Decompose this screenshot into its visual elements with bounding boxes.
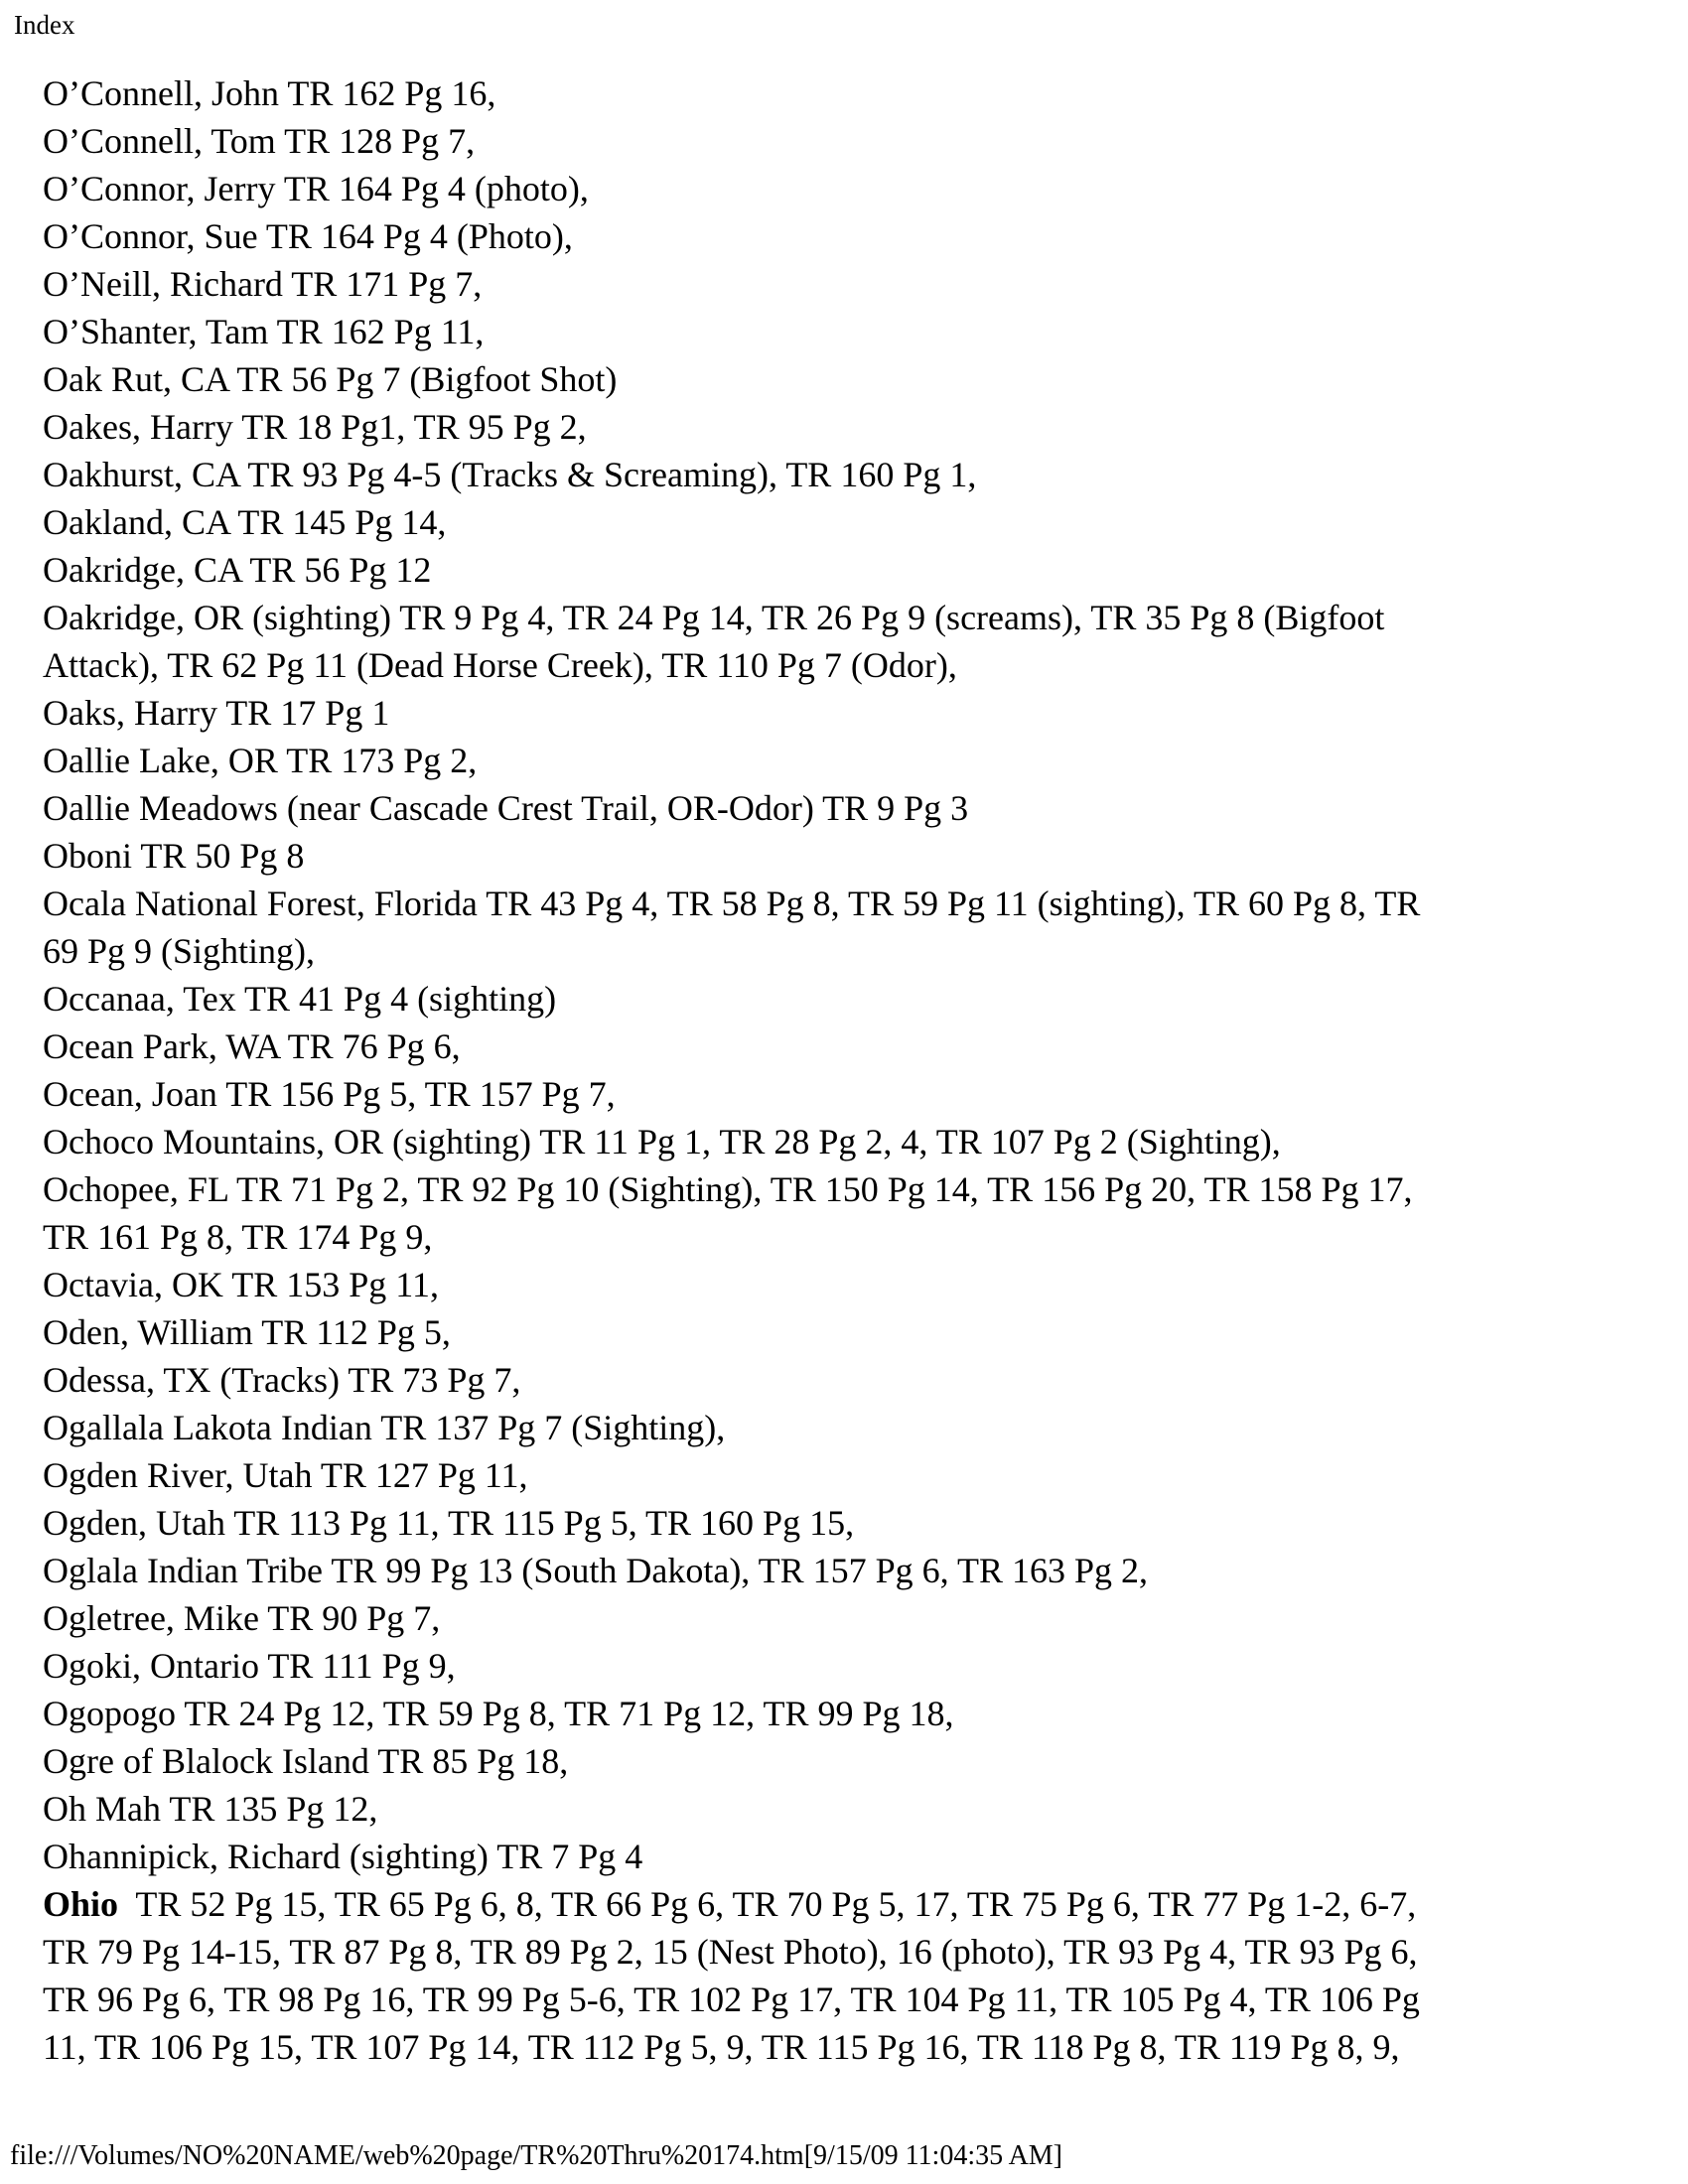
index-line-text: Oden, William TR 112 Pg 5,: [43, 1312, 451, 1352]
index-line: [43, 1023, 1671, 1070]
index-line: [43, 975, 1671, 1023]
index-line-text: O’Connor, Jerry TR 164 Pg 4 (photo),: [43, 169, 589, 208]
index-line: [43, 1833, 1671, 1880]
index-line: [43, 1547, 1671, 1594]
index-line: [43, 737, 1671, 784]
index-line: [43, 1594, 1671, 1642]
index-term-bold: Ohio: [43, 1884, 119, 1924]
index-line: [43, 1928, 1671, 1976]
index-line: [43, 451, 1671, 498]
index-line: [43, 2023, 1671, 2071]
index-entry-list: [43, 69, 1671, 2071]
index-line-text: 11, TR 106 Pg 15, TR 107 Pg 14, TR 112 Pg 5, 9, TR 115 Pg 16, TR 118 Pg 8, TR 119 Pg 8, 9,: [43, 2027, 1400, 2067]
index-line-text: Oakridge, CA TR 56 Pg 12: [43, 550, 432, 590]
index-line-text: Oak Rut, CA TR 56 Pg 7 (Bigfoot Shot): [43, 359, 618, 399]
index-line-text: Ochopee, FL TR 71 Pg 2, TR 92 Pg 10 (Sighting), TR 150 Pg 14, TR 156 Pg 20, TR 158 Pg 17,: [43, 1169, 1413, 1209]
index-line-text: Ohannipick, Richard (sighting) TR 7 Pg 4: [43, 1837, 643, 1876]
page-title: Index: [14, 10, 75, 40]
index-line: [43, 403, 1671, 451]
index-line-text: O’Connell, John TR 162 Pg 16,: [43, 73, 496, 113]
index-line-text: Oakland, CA TR 145 Pg 14,: [43, 502, 447, 542]
index-line-text: TR 161 Pg 8, TR 174 Pg 9,: [43, 1217, 433, 1257]
index-line: [43, 1642, 1671, 1690]
index-line-text: TR 96 Pg 6, TR 98 Pg 16, TR 99 Pg 5-6, TR 102 Pg 17, TR 104 Pg 11, TR 105 Pg 4, TR 106 Pg: [43, 1979, 1420, 2019]
index-line: [43, 69, 1671, 117]
index-line-text: Oakhurst, CA TR 93 Pg 4-5 (Tracks & Screaming), TR 160 Pg 1,: [43, 455, 977, 494]
index-line: [43, 546, 1671, 594]
index-line-text: O’Neill, Richard TR 171 Pg 7,: [43, 264, 483, 304]
index-line: [43, 308, 1671, 355]
index-line-text: Oakes, Harry TR 18 Pg1, TR 95 Pg 2,: [43, 407, 587, 447]
index-line: [43, 1356, 1671, 1404]
index-line: [43, 1213, 1671, 1261]
index-line-text: Ogopogo TR 24 Pg 12, TR 59 Pg 8, TR 71 Pg 12, TR 99 Pg 18,: [43, 1694, 954, 1733]
index-line: [43, 165, 1671, 212]
index-line-text: TR 79 Pg 14-15, TR 87 Pg 8, TR 89 Pg 2, 15 (Nest Photo), 16 (photo), TR 93 Pg 4, TR 93 Pg 6,: [43, 1932, 1418, 1972]
index-line: [43, 641, 1671, 689]
index-line-text: Ogoki, Ontario TR 111 Pg 9,: [43, 1646, 456, 1686]
index-line-text: Odessa, TX (Tracks) TR 73 Pg 7,: [43, 1360, 521, 1400]
index-line-text: Ocean Park, WA TR 76 Pg 6,: [43, 1026, 461, 1066]
index-line: [43, 1118, 1671, 1165]
index-line: [43, 1737, 1671, 1785]
index-line: [43, 1404, 1671, 1451]
index-line-text: O’Connell, Tom TR 128 Pg 7,: [43, 121, 476, 161]
index-line: [43, 784, 1671, 832]
index-line-text: Octavia, OK TR 153 Pg 11,: [43, 1265, 439, 1304]
index-line-text: Ogre of Blalock Island TR 85 Pg 18,: [43, 1741, 569, 1781]
index-line: [43, 1976, 1671, 2023]
index-line: [43, 1880, 1671, 1928]
index-line-text: Oaks, Harry TR 17 Pg 1: [43, 693, 390, 733]
index-line-text: Ogletree, Mike TR 90 Pg 7,: [43, 1598, 441, 1638]
index-line: [43, 689, 1671, 737]
index-line: [43, 355, 1671, 403]
index-line-text: Ocean, Joan TR 156 Pg 5, TR 157 Pg 7,: [43, 1074, 616, 1114]
index-line: [43, 212, 1671, 260]
index-line: [43, 880, 1671, 927]
index-line: [43, 1785, 1671, 1833]
index-line: [43, 927, 1671, 975]
index-line: [43, 1261, 1671, 1308]
index-line-text: Ogden River, Utah TR 127 Pg 11,: [43, 1455, 528, 1495]
index-line-text: O’Connor, Sue TR 164 Pg 4 (Photo),: [43, 216, 573, 256]
index-line-text: Oakridge, OR (sighting) TR 9 Pg 4, TR 24 Pg 14, TR 26 Pg 9 (screams), TR 35 Pg 8 (Bigfoot: [43, 598, 1385, 637]
index-line-text: Oallie Meadows (near Cascade Crest Trail, OR-Odor) TR 9 Pg 3: [43, 788, 969, 828]
index-line: [43, 832, 1671, 880]
index-line-text: O’Shanter, Tam TR 162 Pg 11,: [43, 312, 485, 351]
index-line: [43, 117, 1671, 165]
index-line: [43, 1451, 1671, 1499]
index-line: [43, 1070, 1671, 1118]
index-line: [43, 594, 1671, 641]
index-line-text: Ocala National Forest, Florida TR 43 Pg 4, TR 58 Pg 8, TR 59 Pg 11 (sighting), TR 60 Pg 8, TR: [43, 884, 1421, 923]
index-line-text: Oboni TR 50 Pg 8: [43, 836, 305, 876]
index-line-text: Ochoco Mountains, OR (sighting) TR 11 Pg 1, TR 28 Pg 2, 4, TR 107 Pg 2 (Sighting),: [43, 1122, 1281, 1161]
file-path-footer: file:///Volumes/NO%20NAME/web%20page/TR%20Thru%20174.htm[9/15/09 11:04:35 AM]: [10, 2140, 1063, 2171]
index-line-text: Ogallala Lakota Indian TR 137 Pg 7 (Sighting),: [43, 1408, 726, 1447]
index-line: [43, 1499, 1671, 1547]
index-line-text: Oglala Indian Tribe TR 99 Pg 13 (South Dakota), TR 157 Pg 6, TR 163 Pg 2,: [43, 1551, 1149, 1590]
index-line: [43, 1165, 1671, 1213]
index-line-text: Occanaa, Tex TR 41 Pg 4 (sighting): [43, 979, 557, 1019]
index-line: [43, 498, 1671, 546]
index-line-text: Oh Mah TR 135 Pg 12,: [43, 1789, 378, 1829]
index-line-text: Oallie Lake, OR TR 173 Pg 2,: [43, 741, 478, 780]
index-line: [43, 260, 1671, 308]
index-line-text: Attack), TR 62 Pg 11 (Dead Horse Creek), TR 110 Pg 7 (Odor),: [43, 645, 957, 685]
index-line-text: 69 Pg 9 (Sighting),: [43, 931, 316, 971]
index-line: [43, 1690, 1671, 1737]
index-line: [43, 1308, 1671, 1356]
index-line-text: Ogden, Utah TR 113 Pg 11, TR 115 Pg 5, TR 160 Pg 15,: [43, 1503, 855, 1543]
index-line-text: TR 52 Pg 15, TR 65 Pg 6, 8, TR 66 Pg 6, TR 70 Pg 5, 17, TR 75 Pg 6, TR 77 Pg 1-2, 6-7,: [118, 1884, 1417, 1924]
